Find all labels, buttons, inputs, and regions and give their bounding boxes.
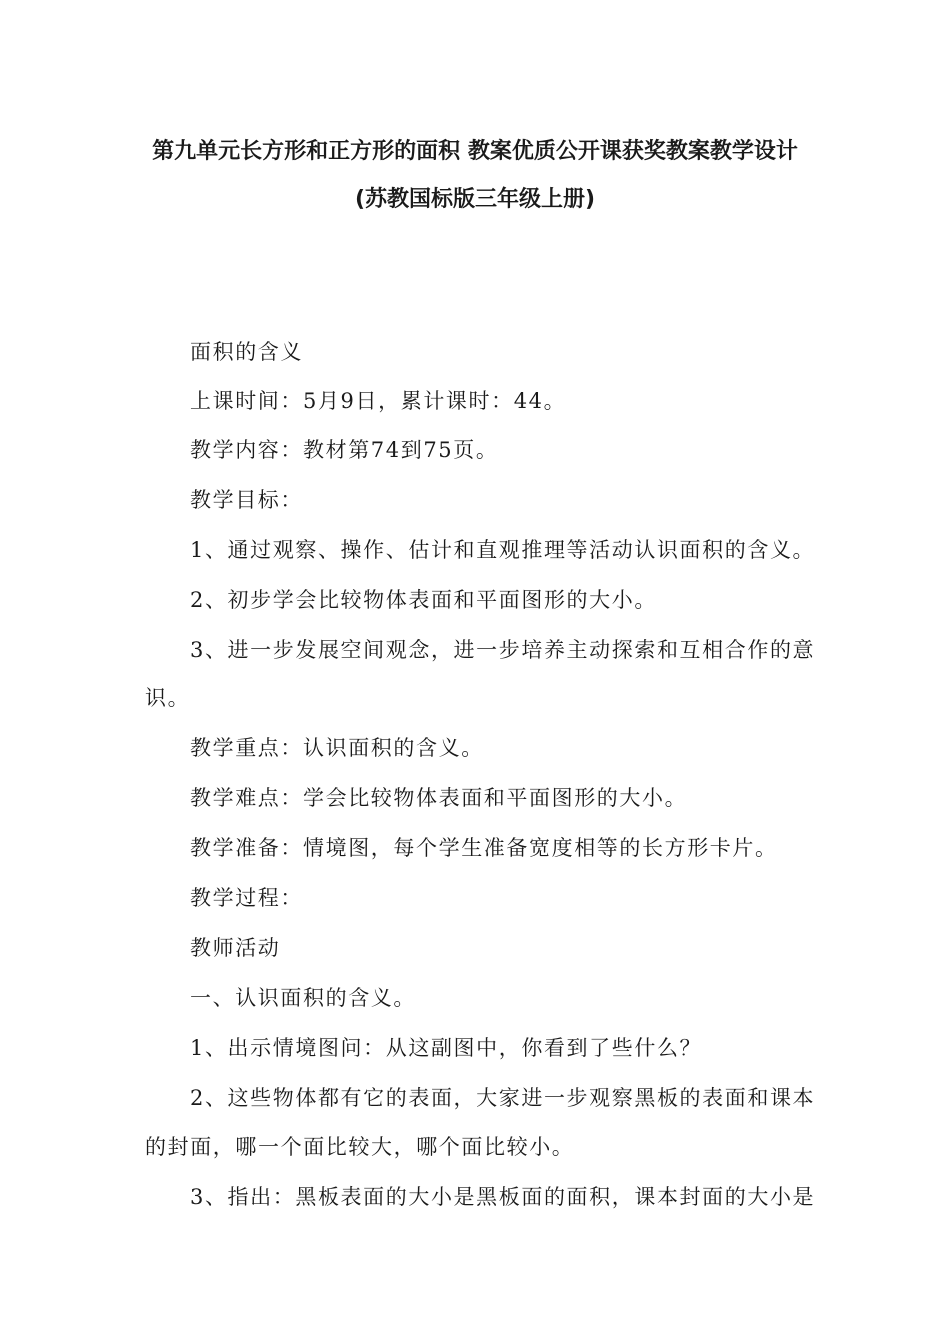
- document-title-line-1: 第九单元长方形和正方形的面积 教案优质公开课获奖教案教学设计: [152, 139, 798, 164]
- section-heading: 面积的含义: [190, 340, 303, 364]
- paragraph-step-1-heading: 一、认识面积的含义。: [190, 986, 416, 1010]
- paragraph-goal-1: 1、通过观察、操作、估计和直观推理等活动认识面积的含义。: [190, 538, 816, 562]
- paragraph-preparation: 教学准备：情境图，每个学生准备宽度相等的长方形卡片。: [190, 836, 778, 860]
- paragraph-difficult-point: 教学难点：学会比较物体表面和平面图形的大小。: [190, 786, 688, 810]
- paragraph-step-1-2-continued: 的封面，哪一个面比较大，哪个面比较小。: [145, 1135, 575, 1159]
- paragraph-teacher-activity: 教师活动: [190, 936, 281, 960]
- paragraph-process-label: 教学过程：: [190, 886, 303, 910]
- document-title-line-2: (苏教国标版三年级上册): [354, 187, 596, 212]
- paragraph-class-time: 上课时间：5月9日，累计课时：44。: [190, 389, 567, 413]
- paragraph-step-1-3: 3、指出：黑板表面的大小是黑板面的面积，课本封面的大小是: [190, 1185, 816, 1209]
- paragraph-goal-3-continued: 识。: [145, 686, 191, 710]
- paragraph-teaching-content: 教学内容：教材第74到75页。: [190, 438, 499, 462]
- paragraph-step-1-1: 1、出示情境图问：从这副图中，你看到了些什么？: [190, 1036, 703, 1060]
- paragraph-key-point: 教学重点：认识面积的含义。: [190, 736, 484, 760]
- paragraph-goal-2: 2、初步学会比较物体表面和平面图形的大小。: [190, 588, 657, 612]
- paragraph-teaching-goals-label: 教学目标：: [190, 488, 303, 512]
- paragraph-goal-3: 3、进一步发展空间观念，进一步培养主动探索和互相合作的意: [190, 638, 816, 662]
- paragraph-step-1-2: 2、这些物体都有它的表面，大家进一步观察黑板的表面和课本: [190, 1086, 816, 1110]
